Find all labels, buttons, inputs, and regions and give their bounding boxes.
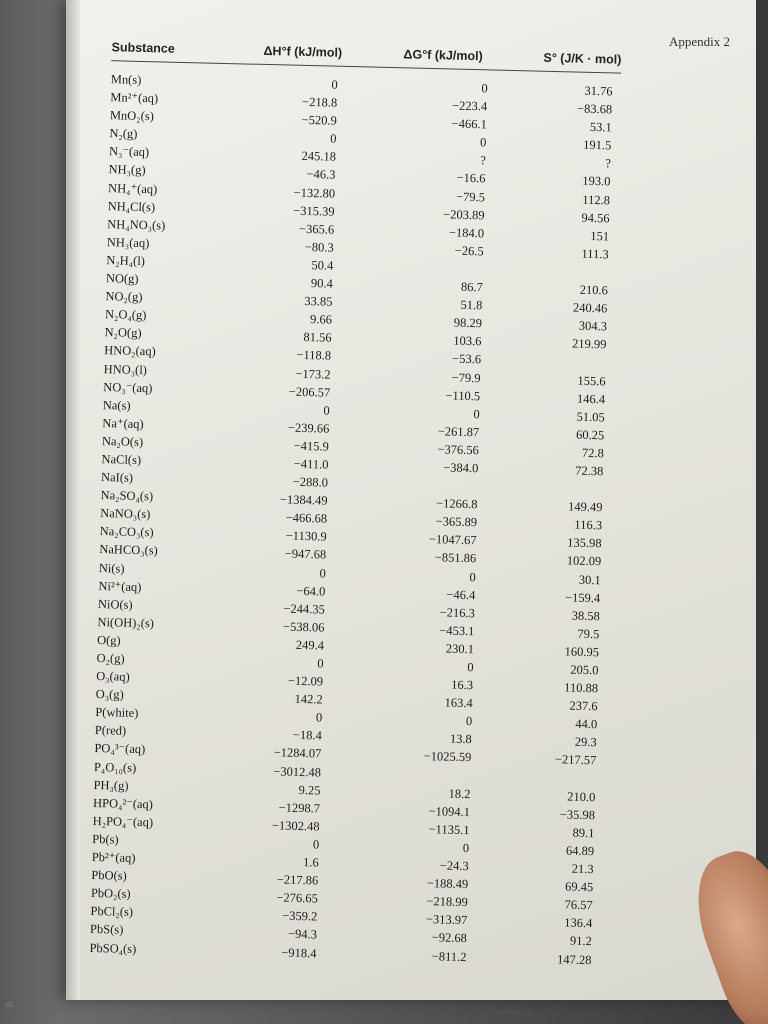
cell-substance: NiO(s): [97, 596, 133, 612]
cell-s: 219.99: [571, 336, 607, 352]
cell-substance: HNO₃(l): [103, 361, 148, 377]
cell-s: [526, 352, 606, 372]
cell-substance: Na₂O(s): [101, 433, 144, 449]
cell-s: 38.58: [571, 608, 601, 624]
cell-s: 191.5: [583, 138, 612, 153]
cell-dh: −1284.07: [273, 745, 322, 761]
cell-s: 205.0: [570, 662, 599, 678]
cell-substance: N₂O₄(g): [104, 307, 147, 323]
cell-dh: 0: [315, 710, 323, 725]
cell-substance: NH₃(g): [108, 162, 146, 178]
cell-dh: −80.3: [304, 239, 334, 255]
cell-substance: PbO(s): [91, 868, 127, 883]
cell-dh: 50.4: [311, 258, 334, 273]
cell-substance: Mn(s): [110, 72, 142, 87]
cell-dh: −94.3: [287, 927, 318, 942]
cell-substance: N₂(g): [109, 126, 138, 142]
cell-dg: 0: [479, 135, 487, 150]
cell-substance: Na(s): [102, 397, 131, 413]
cell-dg: −79.5: [455, 189, 486, 204]
cell-dg: 86.7: [460, 279, 483, 295]
cell-dh: −1302.48: [271, 818, 320, 834]
cell-dg: −79.9: [451, 370, 481, 385]
cell-substance: NH₄Cl(s): [107, 198, 156, 214]
cell-dh: −64.0: [296, 583, 326, 599]
cell-substance: Ni(s): [98, 560, 125, 576]
cell-dg: 0: [469, 569, 476, 584]
cell-dh: 9.25: [298, 782, 321, 798]
cell-dh: −918.4: [281, 945, 317, 960]
cell-dg: 0: [465, 714, 473, 729]
cell-substance: HPO₄²⁻(aq): [92, 795, 154, 812]
header-gibbs: ΔG°f (kJ/mol): [403, 47, 483, 64]
cell-dg: −24.3: [439, 858, 469, 874]
cell-s: 44.0: [575, 717, 598, 732]
cell-dh: −239.66: [287, 420, 330, 436]
cell-s: 29.3: [574, 735, 597, 750]
cell-s: 60.25: [575, 427, 605, 443]
cell-dh: 1.6: [302, 855, 319, 870]
cell-s: 79.5: [577, 626, 600, 642]
cell-s: 210.6: [579, 282, 608, 298]
cell-substance: Na⁺(aq): [102, 415, 144, 431]
cell-dg: 13.8: [449, 732, 472, 747]
cell-substance: MnO₂(s): [109, 108, 155, 124]
cell-s: 136.4: [564, 915, 593, 931]
cell-s: 112.8: [582, 192, 611, 207]
cell-substance: NaNO₃(s): [100, 506, 151, 522]
cell-substance: NaI(s): [100, 470, 134, 485]
cell-dh: −1130.9: [285, 528, 327, 544]
cell-dh: 33.85: [304, 294, 333, 309]
cell-dh: −288.0: [292, 474, 329, 490]
cell-substance: NaHCO₃(s): [99, 542, 158, 558]
cell-s: 160.95: [564, 644, 600, 660]
cell-substance: P₄O₁₀(s): [93, 759, 137, 775]
cell-dh: 0: [329, 131, 337, 146]
cell-s: [516, 768, 596, 788]
cell-s: 110.88: [563, 680, 599, 696]
cell-dg: −110.5: [445, 388, 481, 403]
cell-dg: −53.6: [451, 352, 482, 367]
cell-substance: PbS(s): [89, 922, 124, 938]
cell-dg: 98.29: [453, 315, 483, 331]
cell-substance: PH₃(g): [93, 777, 129, 793]
cell-dg: −218.99: [426, 894, 468, 910]
cell-substance: Ni(OH)₂(s): [97, 614, 155, 631]
cell-dh: 0: [331, 77, 338, 92]
cell-substance: P(red): [94, 723, 127, 739]
cell-dh: −46.3: [306, 167, 336, 183]
cell-substance: NH₃(aq): [106, 234, 150, 251]
cell-s: 111.3: [581, 246, 609, 262]
continued-note: (Continued): [486, 1005, 531, 1017]
cell-dg: −466.1: [451, 116, 487, 132]
cell-dg: 0: [481, 81, 488, 96]
entropy-column: [511, 80, 613, 968]
page-spine: [66, 0, 80, 1000]
cell-dh: −217.86: [276, 872, 319, 888]
cell-s: −159.4: [564, 590, 601, 605]
cell-dg: ?: [480, 153, 487, 168]
cell-s: 30.1: [578, 572, 601, 587]
cell-dg: −46.4: [446, 587, 476, 602]
cell-dg: −188.49: [426, 876, 469, 892]
cell-s: 116.3: [574, 517, 603, 533]
cell-substance: PbCl₂(s): [90, 904, 134, 920]
cell-dh: −466.68: [285, 510, 328, 526]
cell-dh: 0: [312, 837, 320, 852]
cell-substance: Pb(s): [92, 831, 119, 847]
cell-substance: N₂H₄(l): [106, 253, 146, 269]
cell-substance: Na₂SO₄(s): [100, 488, 154, 504]
cell-s: 151: [590, 228, 610, 244]
header-entropy: S° (J/K · mol): [543, 50, 622, 67]
page-label: Appendix 2: [668, 34, 730, 49]
cell-substance: P(white): [95, 705, 139, 721]
cell-dh: 90.4: [310, 276, 334, 291]
cell-substance: H₂PO₄⁻(aq): [92, 813, 154, 830]
cell-dh: −118.8: [296, 348, 332, 364]
cell-dh: −244.35: [283, 601, 326, 617]
header-substance: Substance: [111, 40, 175, 56]
cell-s: 94.56: [581, 210, 610, 226]
cell-s: 72.8: [581, 445, 604, 461]
cell-s: 76.57: [564, 897, 593, 913]
cell-dg: [376, 764, 471, 784]
cell-dh: −18.4: [292, 728, 322, 743]
cell-dh: −520.9: [301, 113, 338, 128]
cell-dg: −261.87: [437, 424, 480, 440]
cell-dg: 16.3: [451, 677, 474, 693]
cell-substance: NH₄⁺(aq): [107, 180, 158, 196]
cell-s: 147.28: [556, 951, 592, 967]
cell-dg: −1266.8: [435, 496, 478, 512]
cell-s: 304.3: [578, 318, 608, 334]
cell-dg: −1094.1: [428, 803, 471, 819]
cell-dg: −223.4: [451, 98, 488, 114]
cell-dg: 18.2: [448, 786, 471, 801]
cell-dh: −1384.49: [279, 492, 328, 508]
cell-substance: NH₄NO₃(s): [107, 216, 166, 233]
cell-dh: 0: [317, 656, 324, 671]
cell-dh: 81.56: [303, 330, 332, 345]
cell-dh: 245.18: [301, 149, 337, 165]
cell-substance: Mn²⁺(aq): [110, 90, 159, 106]
cell-s: [523, 478, 603, 498]
cell-dh: 9.66: [309, 312, 333, 327]
gibbs-column: [371, 77, 488, 966]
cell-s: 69.45: [564, 879, 594, 895]
cell-dg: [388, 258, 483, 278]
cell-substance: O(g): [96, 632, 121, 648]
cell-dg: −384.0: [443, 460, 479, 476]
cell-s: 155.6: [577, 373, 606, 388]
cell-dg: −453.1: [439, 623, 475, 639]
cell-substance: NO₃⁻(aq): [103, 379, 153, 395]
cell-substance: PO₄³⁻(aq): [94, 741, 146, 757]
cell-substance: O₃(g): [95, 687, 124, 702]
cell-s: 149.49: [567, 499, 603, 515]
cell-substance: Ni²⁺(aq): [98, 578, 142, 594]
cell-s: 237.6: [569, 698, 598, 714]
cell-dh: −206.57: [288, 384, 331, 400]
cell-substance: O₃(aq): [96, 669, 130, 684]
cell-dh: −173.2: [295, 366, 331, 382]
cell-substance: PbO₂(s): [90, 886, 131, 902]
cell-dh: −218.8: [301, 94, 338, 110]
cell-dg: −1047.67: [428, 532, 477, 548]
cell-dg: −184.0: [448, 225, 485, 241]
cell-substance: O₂(g): [96, 651, 125, 666]
cell-dh: −365.6: [298, 221, 335, 237]
cell-s: 72.38: [575, 463, 604, 479]
cell-dh: −411.0: [293, 456, 329, 472]
cell-s: −35.98: [559, 807, 596, 822]
cell-dh: −315.39: [293, 203, 335, 219]
cell-dg: 230.1: [445, 641, 475, 657]
cell-s: 51.05: [576, 409, 605, 425]
cell-dg: 103.6: [453, 333, 482, 349]
cell-dg: [383, 475, 478, 495]
cell-dg: −313.97: [425, 912, 468, 928]
cell-dg: 51.8: [460, 297, 483, 313]
cell-dg: 0: [462, 840, 470, 856]
cell-dh: 0: [323, 403, 330, 418]
cell-s: 193.0: [582, 174, 611, 189]
cell-dg: −365.89: [435, 514, 478, 530]
cell-dg: −26.5: [454, 243, 484, 259]
cell-dh: −12.09: [287, 673, 324, 689]
cell-substance: NO(g): [105, 271, 139, 286]
cell-substance: N₂O(g): [104, 325, 142, 341]
cell-s: 102.09: [566, 553, 602, 569]
cell-dh: 249.4: [295, 637, 325, 653]
cell-dh: 142.2: [294, 692, 323, 707]
cell-s: 21.3: [571, 861, 594, 877]
book-page: [66, 0, 756, 1017]
cell-dh: −359.2: [282, 908, 318, 924]
cell-dg: −851.86: [434, 550, 477, 566]
header-enthalpy: ΔH°f (kJ/mol): [263, 43, 343, 60]
cell-dh: −132.80: [293, 185, 336, 201]
cell-substance: Pb²⁺(aq): [91, 849, 136, 866]
cell-s: 135.98: [567, 535, 602, 551]
cell-dh: −3012.48: [273, 763, 322, 780]
enthalpy-column: [221, 73, 338, 962]
cell-dg: −16.6: [456, 171, 486, 186]
cell-dg: 0: [473, 406, 480, 421]
cell-s: 210.0: [567, 789, 596, 804]
cell-dg: −376.56: [437, 442, 480, 458]
cell-s: 91.2: [569, 934, 593, 949]
corner-mark: d): [6, 1000, 13, 1009]
cell-dg: −1135.1: [428, 822, 470, 838]
cell-substance: Na₂CO₃(s): [99, 524, 154, 540]
cell-dh: 0: [319, 565, 326, 581]
cell-dg: −811.2: [431, 948, 467, 964]
cell-s: ?: [605, 156, 612, 171]
cell-s: 89.1: [572, 825, 595, 841]
cell-dg: 163.4: [444, 695, 473, 711]
thermo-table: [80, 30, 664, 1017]
cell-substance: NO₂(g): [105, 289, 143, 305]
cell-dh: −1298.7: [278, 800, 321, 816]
cell-dh: −415.9: [293, 438, 330, 454]
cell-dg: −1025.59: [423, 749, 472, 765]
cell-s: 31.76: [584, 83, 613, 99]
cell-dg: −216.3: [439, 605, 476, 620]
cell-dg: −92.68: [431, 930, 468, 946]
cell-s: −217.57: [554, 752, 597, 768]
cell-substance: HNO₂(aq): [103, 343, 156, 359]
cell-s: 240.46: [572, 300, 608, 316]
cell-dg: −203.89: [442, 206, 485, 223]
cell-dh: −947.68: [284, 547, 327, 563]
cell-s: 64.89: [565, 843, 595, 859]
cell-substance: N₃⁻(aq): [108, 144, 150, 160]
cell-substance: NaCl(s): [101, 452, 142, 468]
cell-s: −83.68: [576, 101, 613, 117]
cell-s: 146.4: [576, 391, 606, 406]
cell-dh: −538.06: [282, 619, 325, 635]
cell-substance: PbSO₄(s): [89, 940, 137, 956]
cell-s: 53.1: [589, 120, 612, 135]
cell-dh: −276.65: [276, 890, 319, 906]
cell-s: [528, 261, 608, 281]
cell-dg: 0: [467, 660, 474, 675]
